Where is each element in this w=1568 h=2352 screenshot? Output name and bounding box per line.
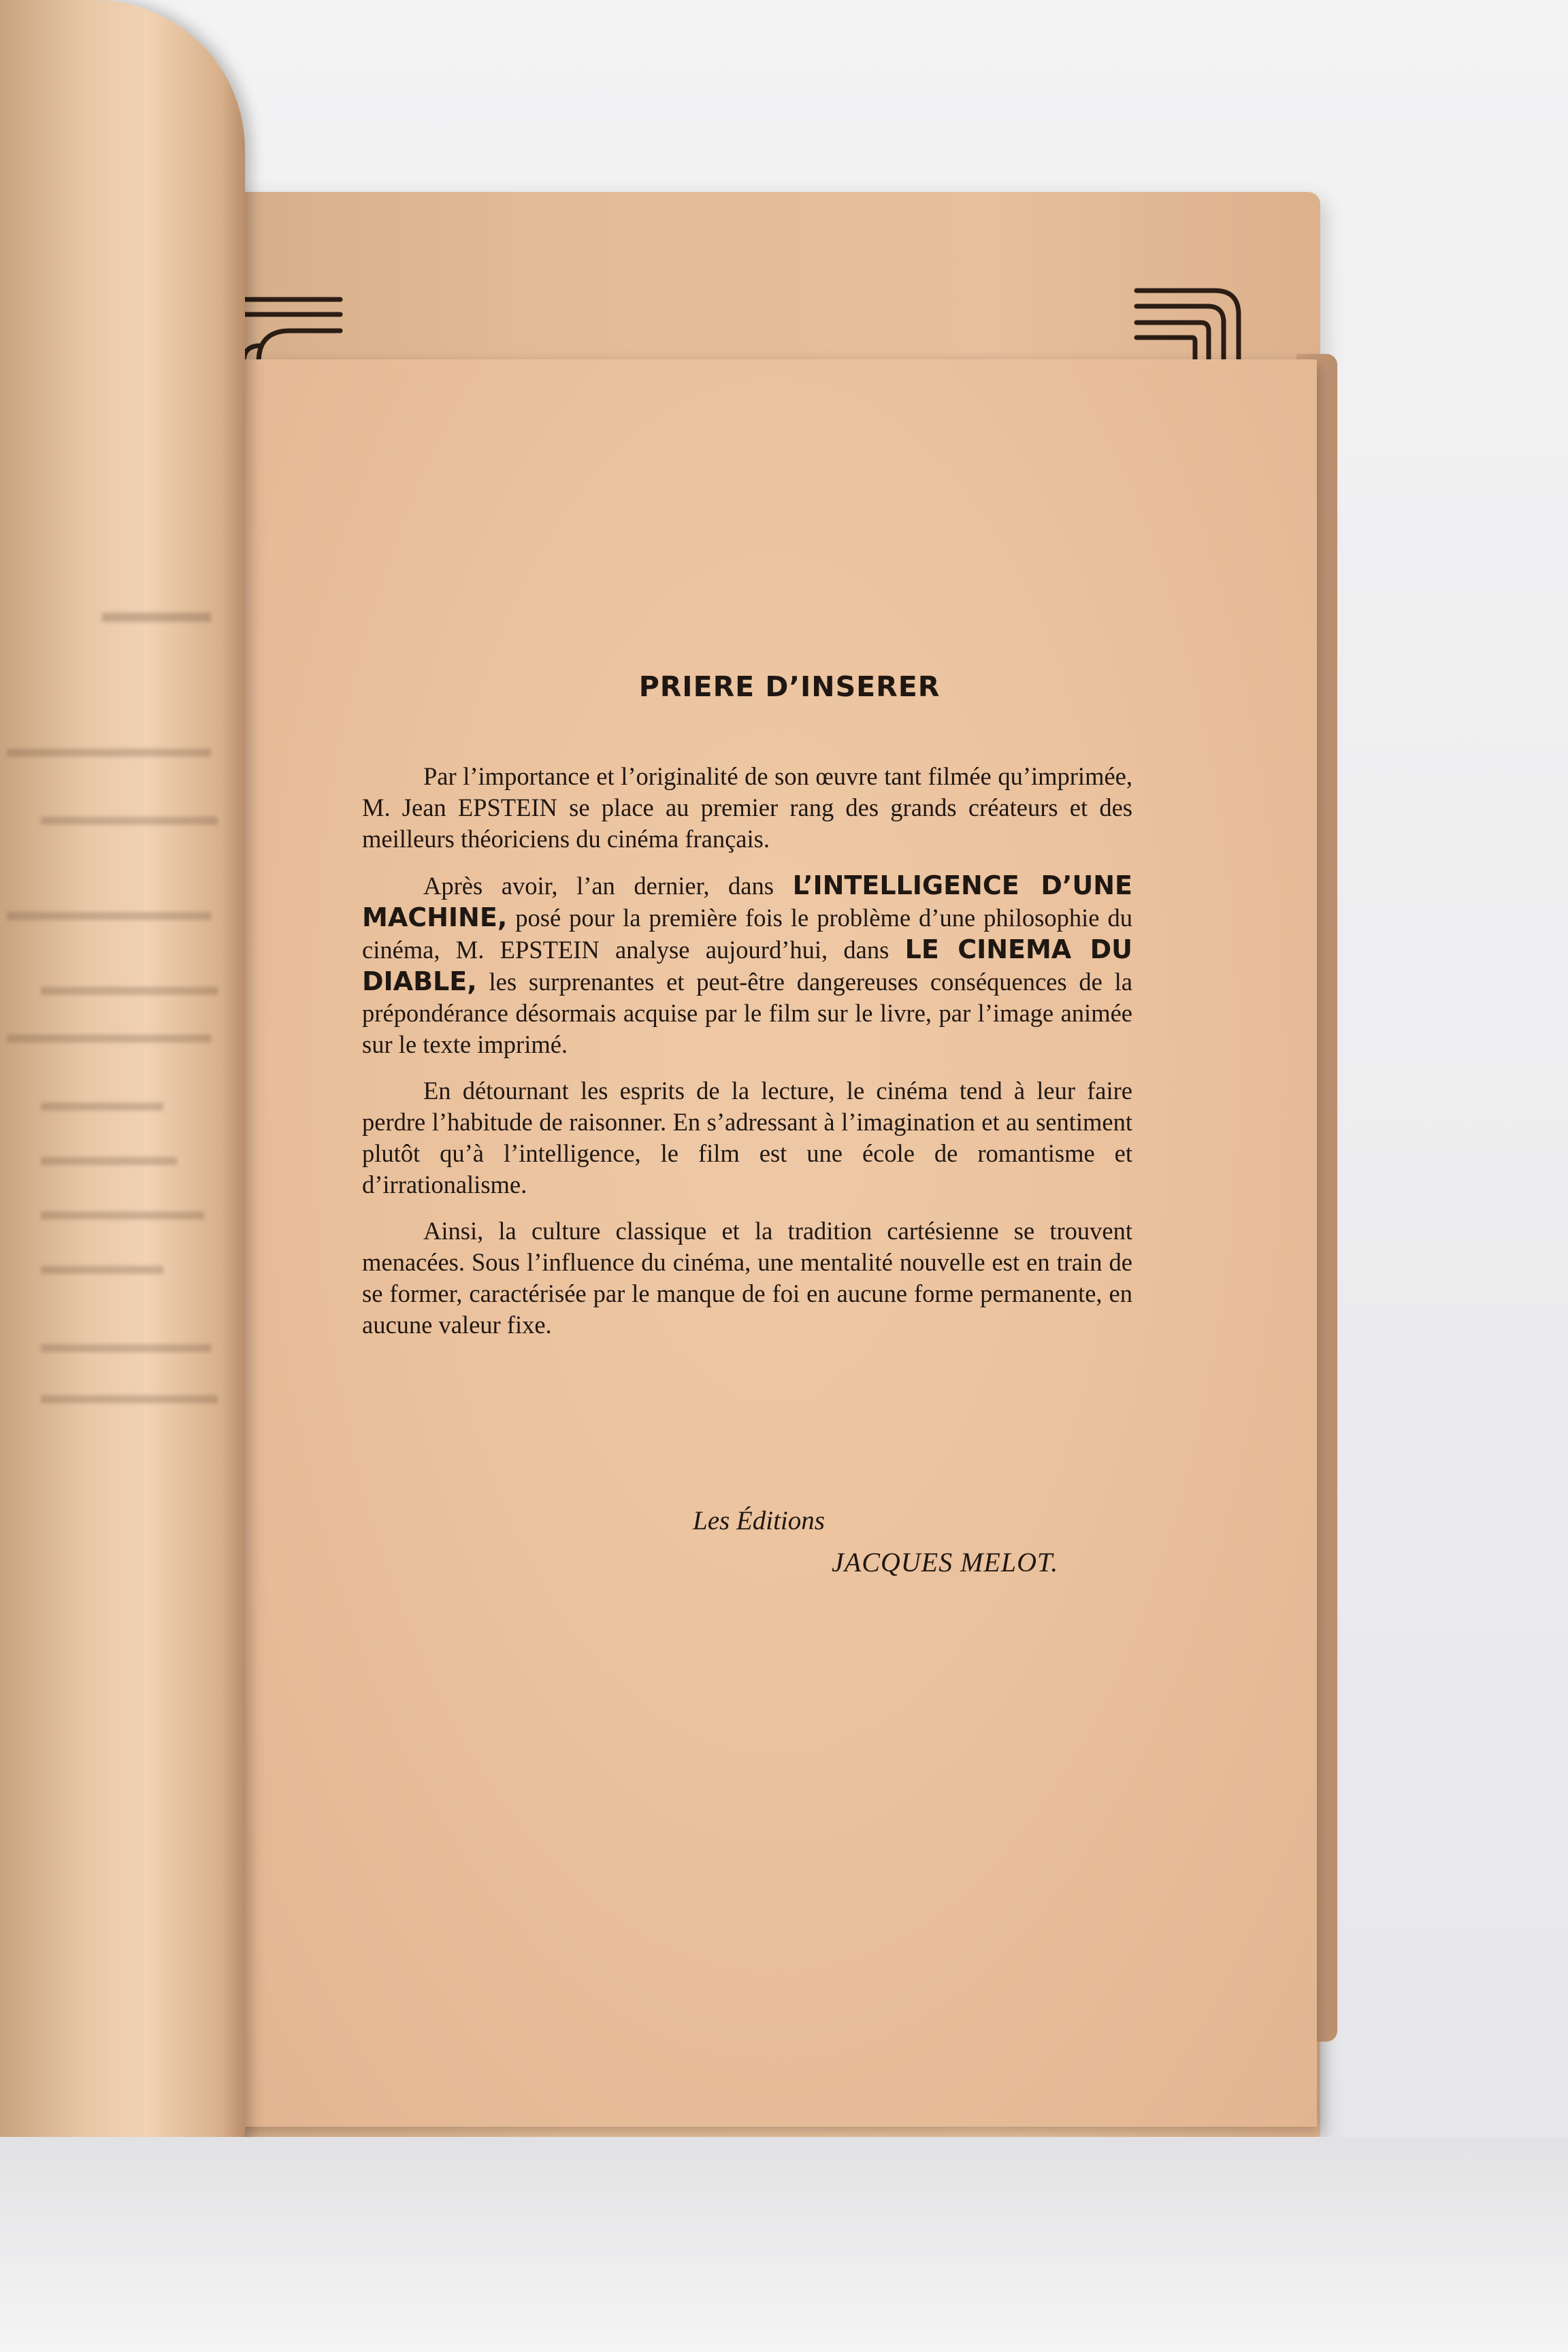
table-surface (0, 2137, 1568, 2352)
left-deco-ornament (225, 192, 470, 362)
left-curled-page (0, 0, 245, 2164)
paragraph-3: En détournant les esprits de la lecture, le cinéma tend à leur faire perdre l’habitude de raisonner. En s’adressant à l’imagination et au sentiment plutôt qu’à l’intelligence, le film est une école de romantisme et d’irrationalisme. (362, 1077, 1132, 1198)
blurred-page-text (0, 0, 245, 2164)
right-deco-ornament (1041, 192, 1286, 362)
signature-line-2: JACQUES MELOT. (832, 1547, 1059, 1578)
paragraph-2-part-b: posé pour la première fois le problème d’une philosophie du cinéma, M. EPSTEIN analyse aujourd’hui, dans (362, 904, 1132, 964)
paragraph-4: Ainsi, la culture classique et la tradition cartésienne se trouvent menacées. Sous l’influence du cinéma, une mentalité nouvelle est en train de se former, caractérisée par le manque de foi en aucune forme permanente, en aucune valeur fixe. (362, 1217, 1132, 1339)
paragraph-1: Par l’importance et l’originalité de son œuvre tant filmée qu’imprimée, M. Jean EPSTEIN se place au premier rang des grands créateurs et des meilleurs théoriciens du cinéma français. (362, 762, 1132, 853)
series-header (225, 192, 1320, 362)
book-title-intelligence: L’INTELLIGENCE D’UNE MACHINE, (362, 870, 1133, 932)
paragraph-2-part-a: Après avoir, l’an dernier, dans (423, 872, 793, 900)
book-title-cinema-du-diable: LE CINEMA DU DIABLE, (362, 934, 1133, 996)
paragraph-2-part-c: les surprenantes et peut-être dangereuses conséquences de la prépondérance désormais acquise par le film sur le livre, par l’image animée sur le texte imprimé. (362, 968, 1132, 1058)
insert-body (362, 761, 1132, 1356)
signature-line-1: Les Éditions (693, 1506, 825, 1535)
paragraph-2 (362, 870, 1132, 1060)
insert-heading: PRIERE D’INSERER (638, 670, 941, 703)
